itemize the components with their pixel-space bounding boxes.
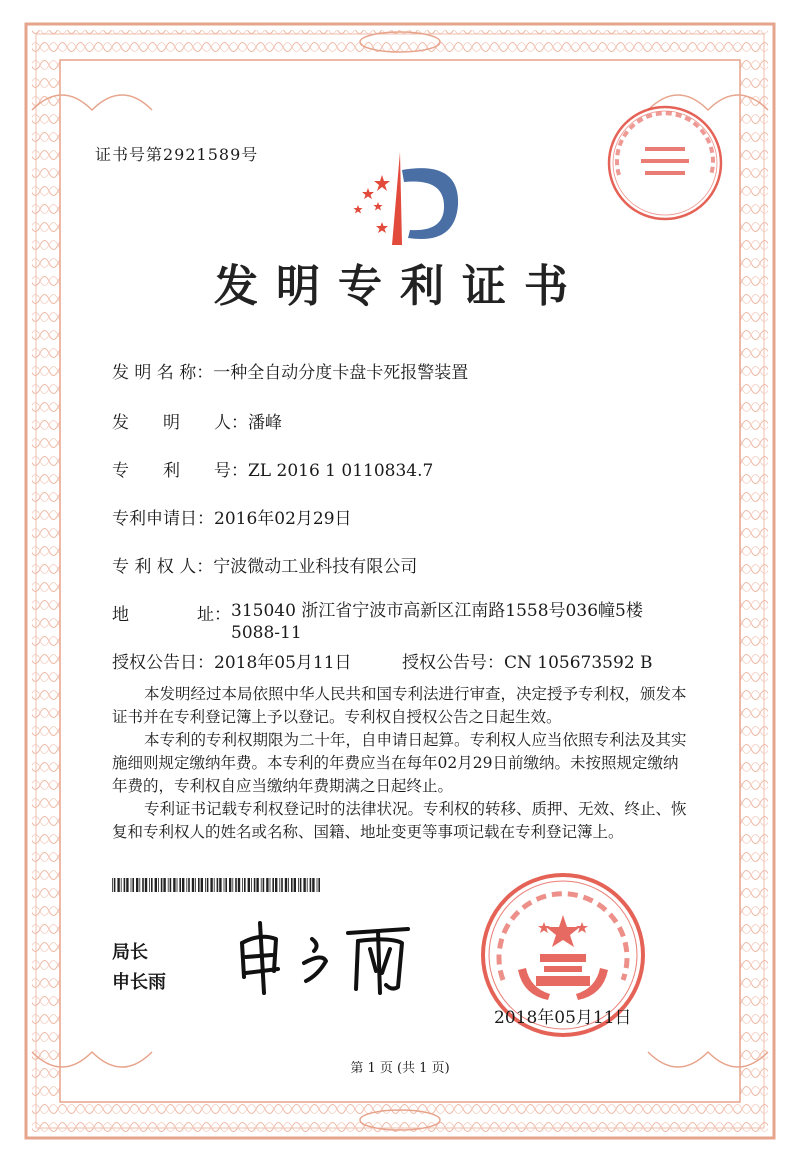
barcode-bar [235, 878, 237, 892]
barcode-bar [149, 878, 150, 892]
barcode-bar [298, 878, 299, 892]
barcode-bar [238, 878, 240, 892]
grant-number-label: 授权公告号： [402, 653, 504, 673]
barcode-bar [272, 878, 274, 892]
director-signature [230, 915, 420, 995]
barcode-bar [170, 878, 172, 892]
barcode-bar [263, 878, 265, 892]
inventor-row [112, 408, 282, 433]
page-number: 第 1 页 (共 1 页) [350, 1061, 450, 1076]
director-name: 申长雨 [112, 972, 166, 993]
barcode-bar [139, 878, 140, 892]
barcode [112, 878, 322, 892]
barcode-bar [275, 878, 277, 892]
patentee-row [112, 552, 417, 577]
address-label: 地 址： [112, 605, 231, 625]
barcode-bar [177, 878, 178, 892]
barcode-bar [192, 878, 194, 892]
body-paragraph-3: 专利证书记载专利权登记时的法律状况。专利权的转移、质押、无效、终止、恢复和专利权人的姓名或名称、国籍、地址变更等事项记载在专利登记簿上。 [112, 800, 687, 841]
barcode-bar [251, 878, 252, 892]
director-title: 局长 [112, 942, 148, 963]
patent-number-row [112, 456, 433, 481]
barcode-bar [219, 878, 221, 892]
barcode-bar [179, 878, 181, 892]
barcode-bar [224, 878, 225, 892]
seal-date: 2018年05月11日 [494, 1008, 632, 1028]
barcode-bar [132, 878, 134, 892]
barcode-bar [142, 878, 144, 892]
barcode-bar [261, 878, 262, 892]
grant-date-row [112, 648, 352, 673]
grant-number-value: CN 105673592 B [504, 653, 653, 673]
barcode-bar [195, 878, 196, 892]
barcode-bar [270, 878, 271, 892]
barcode-bar [126, 878, 128, 892]
barcode-bar [158, 878, 159, 892]
address-row [112, 600, 651, 644]
barcode-bar [279, 878, 280, 892]
barcode-bar [281, 878, 283, 892]
body-paragraph-1: 本发明经过本局依照中华人民共和国专利法进行审查，决定授予专利权，颁发本证书并在专利登记簿上予以登记。专利权自授权公告之日起生效。 [112, 685, 687, 726]
barcode-bar [163, 878, 165, 892]
agency-stamp [605, 103, 725, 223]
barcode-bar [242, 878, 243, 892]
barcode-bar [300, 878, 302, 892]
barcode-bar [155, 878, 157, 892]
barcode-bar [186, 878, 187, 892]
address-value: 315040 浙江省宁波市高新区江南路1558号036幢5楼5088-11 [231, 601, 643, 643]
patent-office-logo [340, 150, 470, 250]
patentee-value: 宁波微动工业科技有限公司 [213, 557, 418, 577]
barcode-bar [229, 878, 231, 892]
grant-number-row [402, 648, 653, 673]
barcode-bar [121, 878, 122, 892]
inventor-value: 潘峰 [248, 413, 282, 433]
barcode-bar [136, 878, 138, 892]
patentee-label: 专 利 权 人： [112, 557, 214, 577]
barcode-bar [294, 878, 296, 892]
barcode-bar [244, 878, 246, 892]
barcode-bar [173, 878, 175, 892]
barcode-bar [114, 878, 116, 892]
barcode-bar [182, 878, 184, 892]
barcode-bar [256, 878, 258, 892]
barcode-bar [145, 878, 147, 892]
barcode-bar [225, 878, 227, 892]
barcode-bar [312, 878, 314, 892]
application-date-value: 2016年02月29日 [214, 509, 352, 529]
barcode-bar [205, 878, 206, 892]
invention-name-row [112, 358, 468, 383]
document-title: 发明专利证书 [214, 261, 586, 312]
barcode-bar [151, 878, 153, 892]
barcode-bar [254, 878, 256, 892]
barcode-bar [214, 878, 215, 892]
invention-name-label: 发 明 名 称： [112, 363, 214, 383]
barcode-bar [188, 878, 190, 892]
application-date-row [112, 504, 352, 529]
barcode-bar [266, 878, 268, 892]
barcode-bar [201, 878, 203, 892]
grant-date-label: 授权公告日： [112, 653, 214, 673]
barcode-bar [168, 878, 169, 892]
application-date-label: 专利申请日： [112, 509, 214, 529]
barcode-bar [112, 878, 113, 892]
barcode-bar [198, 878, 200, 892]
barcode-bar [161, 878, 163, 892]
barcode-bar [210, 878, 212, 892]
patent-number-label: 专 利 号： [112, 461, 248, 481]
grant-date-value: 2018年05月11日 [214, 653, 352, 673]
certificate-body [112, 683, 690, 844]
barcode-bar [117, 878, 119, 892]
barcode-bar [131, 878, 132, 892]
invention-name-value: 一种全自动分度卡盘卡死报警装置 [213, 363, 469, 383]
barcode-bar [303, 878, 305, 892]
barcode-bar [288, 878, 289, 892]
barcode-bar [291, 878, 293, 892]
barcode-bar [317, 878, 318, 892]
barcode-bar [307, 878, 308, 892]
barcode-bar [124, 878, 126, 892]
barcode-bar [232, 878, 233, 892]
patent-number-value: ZL 2016 1 0110834.7 [248, 461, 434, 481]
certificate-number: 证书号第2921589号 [95, 145, 259, 164]
barcode-bar [318, 878, 320, 892]
inventor-label: 发 明 人： [112, 413, 248, 433]
barcode-bar [217, 878, 219, 892]
barcode-bar [248, 878, 250, 892]
body-paragraph-2: 本专利的专利权期限为二十年，自申请日起算。专利权人应当依照专利法及其实施细则规定缴纳年费。本专利的年费应当在每年02月29日前缴纳。未按照规定缴纳年费的，专利权自应当缴纳年费期满之日起终止。 [112, 731, 687, 795]
barcode-bar [285, 878, 287, 892]
barcode-bar [310, 878, 312, 892]
barcode-bar [207, 878, 209, 892]
